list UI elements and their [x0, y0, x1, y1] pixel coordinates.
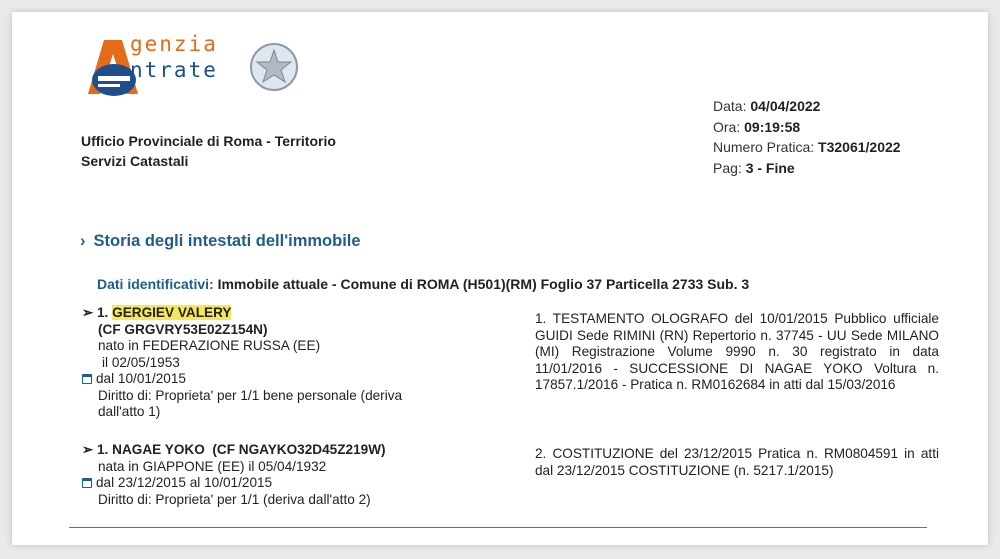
meta-time: Ora: 09:19:58: [713, 118, 801, 135]
meta-page: Pag: 3 - Fine: [713, 159, 795, 176]
meta-pratica: Numero Pratica: T32061/2022: [713, 139, 901, 155]
owner-entry-1: ➢ 1. GERGIEV VALERY (CF GRGVRY53E02Z154N) nato in FEDERAZIONE RUSSA (EE) il 02/05/1953 dal 10/01/2015 Diritto di: Proprieta' per 1/1 bene personale (deriva dall'atto 1): [82, 305, 403, 419]
owner-period: dal 10/01/2015: [96, 371, 186, 386]
owner-cf: (CF GRGVRY53E02Z154N): [98, 321, 268, 337]
calendar-icon: [82, 374, 92, 384]
owner-right-cont: dall'atto 1): [98, 404, 161, 419]
office-service: Servizi Catastali: [81, 153, 189, 169]
office-name: Ufficio Provinciale di Roma - Territorio: [81, 133, 336, 149]
owner-right: Diritto di: Proprieta' per 1/1 (deriva dall'atto 2): [98, 491, 371, 507]
arrow-bullet-icon: ➢: [82, 442, 94, 457]
arrow-bullet-icon: ➢: [82, 305, 94, 320]
owner-period: dal 23/12/2015 al 10/01/2015: [96, 475, 273, 490]
dati-identificativi: [97, 276, 749, 292]
act-1: 1. TESTAMENTO OLOGRAFO del 10/01/2015 Pubblico ufficiale GUIDI Sede RIMINI (RN) Repertorio n. 37745 - UU Sede MILANO (MI) Registrazione Volume 9990 n. 30 registrato in data 11/01/2016 - SUCCESSIONE DI NAGAE YOKO Voltura n. 17857.1/2016 - Pratica n. RM0162684 in atti dal 15/03/2016: [535, 311, 939, 392]
owner-birthplace: nato in FEDERAZIONE RUSSA (EE): [98, 338, 321, 353]
logo-word-agenzia: genzia: [130, 32, 218, 56]
act-2: 2. COSTITUZIONE del 23/12/2015 Pratica n. RM0804591 in atti dal 23/12/2015 COSTITUZIONE (n. 5217.1/2015): [535, 446, 939, 478]
owner-name: NAGAE YOKO: [112, 442, 205, 457]
section-title: › Storia degli intestati dell'immobile: [80, 232, 361, 250]
owner-name-highlighted: GERGIEV VALERY: [112, 305, 232, 320]
meta-date: Data: 04/04/2022: [713, 98, 821, 114]
chevron-right-icon: ›: [80, 232, 86, 250]
calendar-icon: [82, 478, 92, 488]
owner-entry-2: ➢ 1. NAGAE YOKO (CF NGAYKO32D45Z219W) nata in GIAPPONE (EE) il 05/04/1932 dal 23/12/2015 al 10/01/2015 Diritto di: Proprieta' per 1/1 (deriva dall'atto 2): [82, 442, 386, 507]
owner-cf: (CF NGAYKO32D45Z219W): [212, 442, 386, 457]
office-block: [81, 131, 336, 171]
owner-birth: nata in GIAPPONE (EE) il 05/04/1932: [98, 458, 327, 474]
owner-birthdate: il 02/05/1953: [102, 354, 180, 370]
document-meta: [713, 96, 901, 178]
document-page: [12, 12, 988, 545]
dati-value: Immobile attuale - Comune di ROMA (H501)(RM) Foglio 37 Particella 2733 Sub. 3: [217, 276, 750, 292]
dati-label: Dati identificativi:: [97, 276, 214, 292]
logo-word-entrate: ntrate: [130, 58, 218, 82]
bottom-divider: [69, 527, 927, 528]
owner-right: Diritto di: Proprieta' per 1/1 bene personale (deriva: [98, 387, 403, 403]
